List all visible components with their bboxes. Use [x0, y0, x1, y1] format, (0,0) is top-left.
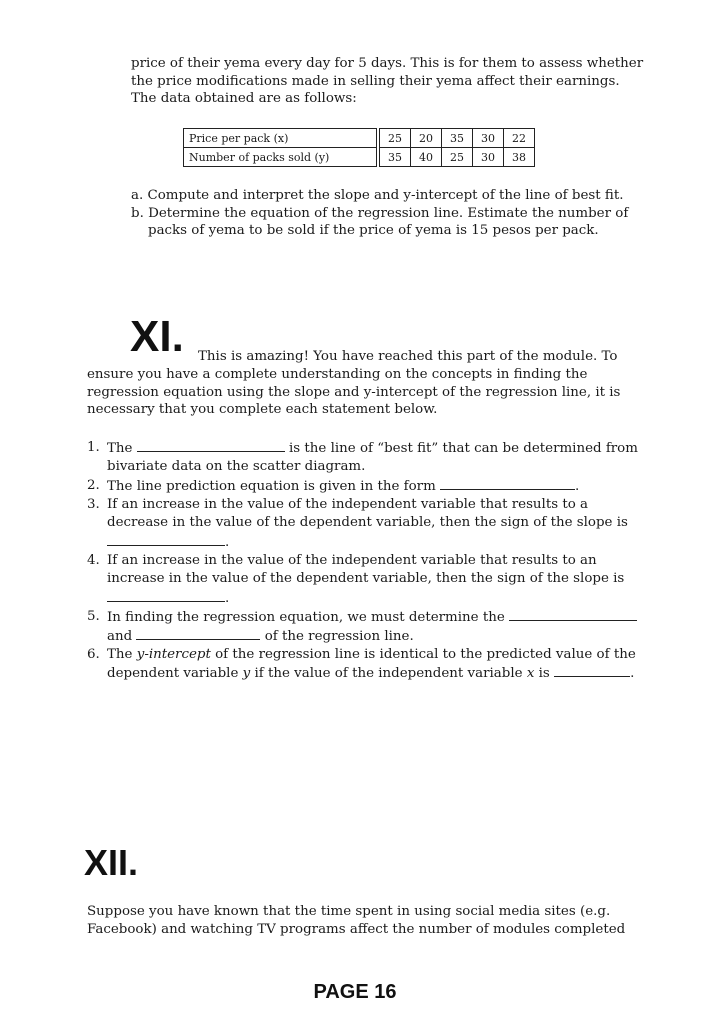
answer-blank[interactable] — [137, 439, 285, 452]
table-cell: 22 — [504, 129, 535, 148]
answer-blank[interactable] — [554, 664, 630, 677]
section-xi-line-1: This is amazing! You have reached this part of the module. To — [198, 349, 618, 364]
table-row — [184, 129, 535, 148]
table-cell: 30 — [473, 129, 504, 148]
section-xii-paragraph — [87, 903, 654, 938]
answer-blank[interactable] — [509, 608, 637, 621]
table-row-label: Number of packs sold (y) — [184, 148, 377, 167]
table-row — [184, 148, 535, 167]
section-xi-line-4: necessary that you complete each statement below. — [87, 402, 438, 417]
section-xii-line-1: Suppose you have known that the time spent in using social media sites (e.g. — [87, 904, 611, 919]
table-cell: 20 — [411, 129, 442, 148]
task-list — [131, 187, 656, 240]
list-item: 1. The is the line of “best fit” that can be determined from bivariate data on the scatter diagram. — [87, 440, 638, 474]
section-xi-line-2: ensure you have a complete understanding on the concepts in finding the — [87, 367, 588, 382]
section-heading-xii: XII. — [84, 842, 139, 883]
data-table — [183, 128, 535, 167]
table-cell: 25 — [380, 129, 411, 148]
list-item: 3. If an increase in the value of the independent variable that results to a decrease in the value of the dependent variable, then the sign of the slope is . — [87, 497, 628, 550]
intro-line-1: price of their yema every day for 5 days. This is for them to assess whether — [131, 56, 644, 71]
table-cell: 38 — [504, 148, 535, 167]
answer-blank[interactable] — [107, 589, 225, 602]
table-cell: 35 — [442, 129, 473, 148]
section-xi-line-3: regression equation using the slope and y-intercept of the regression line, it is — [87, 384, 621, 400]
intro-line-2: the price modifications made in selling their yema affect their earnings. — [131, 73, 620, 89]
section-xi-paragraph — [87, 366, 649, 419]
list-item: 2. The line prediction equation is given in the form . — [87, 478, 580, 494]
answer-blank[interactable] — [440, 477, 575, 490]
task-b-continued: packs of yema to be sold if the price of yema is 15 pesos per pack. — [148, 223, 599, 238]
section-xii-line-2: Facebook) and watching TV programs affect the number of modules completed — [87, 921, 626, 937]
intro-paragraph — [131, 55, 651, 108]
list-item: 5. In finding the regression equation, we must determine the and of the regression line. — [87, 608, 654, 644]
page-number: PAGE 16 — [313, 981, 397, 1003]
section-heading-xi: XI. — [130, 312, 184, 361]
list-item: 4. If an increase in the value of the independent variable that results to an increase in the value of the dependent variable, then the sign of the slope is . — [87, 553, 625, 606]
task-b: b. Determine the equation of the regression line. Estimate the number of — [131, 205, 629, 221]
answer-blank[interactable] — [136, 627, 260, 640]
table-row-label: Price per pack (x) — [184, 129, 377, 148]
task-a: a. Compute and interpret the slope and y-intercept of the line of best fit. — [131, 188, 624, 203]
table-cell: 30 — [473, 148, 504, 167]
answer-blank[interactable] — [107, 533, 225, 546]
table-cell: 40 — [411, 148, 442, 167]
list-item: 6. The y-intercept of the regression line is identical to the predicted value of the dependent variable y if the value of the independent variable x is . — [87, 647, 636, 681]
table-cell: 25 — [442, 148, 473, 167]
intro-line-3: The data obtained are as follows: — [131, 91, 357, 106]
table-cell: 35 — [380, 148, 411, 167]
